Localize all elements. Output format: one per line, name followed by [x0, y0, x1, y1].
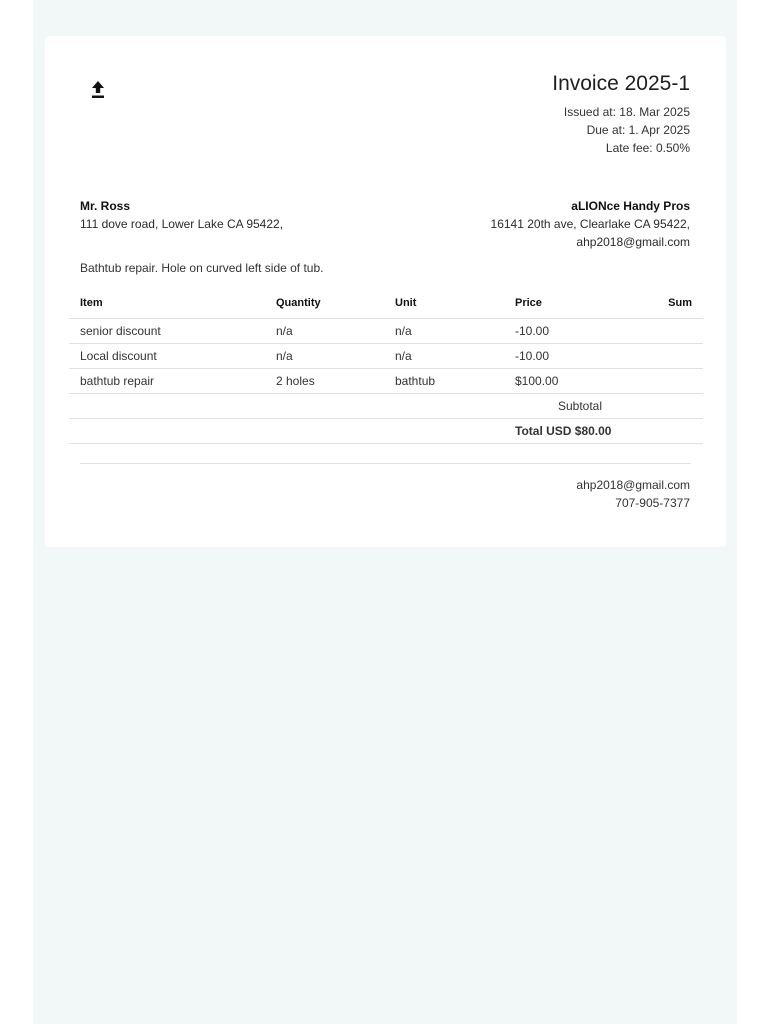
row-quantity: 2 holes: [276, 369, 395, 394]
row-item: Local discount: [69, 344, 276, 369]
subtotal-row: [69, 394, 703, 419]
company-name: aLIONce Handy Pros: [571, 199, 690, 213]
late-fee: Late fee: 0.50%: [605, 141, 690, 155]
total-row: [69, 419, 703, 444]
footer-phone: 707-905-7377: [615, 496, 690, 510]
invoice-card: [45, 36, 726, 547]
invoice-description: Bathtub repair. Hole on curved left side of tub.: [80, 261, 324, 275]
header-quantity: Quantity: [276, 292, 395, 319]
invoice-meta: [564, 103, 690, 157]
row-item: bathtub repair: [69, 369, 276, 394]
row-unit: n/a: [395, 319, 515, 344]
subtotal-label: Subtotal: [515, 394, 645, 419]
header-item: Item: [69, 292, 276, 319]
company-email: ahp2018@gmail.com: [576, 235, 690, 249]
invoice-title: Invoice 2025-1: [552, 72, 690, 95]
table-row: [69, 369, 703, 394]
table-header-row: [69, 292, 703, 319]
footer-divider: [80, 463, 691, 464]
row-price: -10.00: [515, 319, 645, 344]
client-block: [80, 197, 283, 233]
row-unit: bathtub: [395, 369, 515, 394]
row-unit: n/a: [395, 344, 515, 369]
row-quantity: n/a: [276, 344, 395, 369]
line-items-table: [69, 292, 703, 444]
due-date: Due at: 1. Apr 2025: [586, 123, 690, 137]
row-quantity: n/a: [276, 319, 395, 344]
row-price: $100.00: [515, 369, 645, 394]
company-address: 16141 20th ave, Clearlake CA 95422,: [490, 217, 690, 231]
total-label: Total USD $80.00: [515, 419, 645, 444]
upload-arrow-icon[interactable]: [91, 80, 105, 100]
table-row: [69, 344, 703, 369]
table-row: [69, 319, 703, 344]
issued-date: Issued at: 18. Mar 2025: [563, 105, 690, 119]
footer-contact: [576, 476, 690, 512]
row-item: senior discount: [69, 319, 276, 344]
row-sum: [645, 344, 703, 369]
header-sum: Sum: [645, 292, 703, 319]
header-price: Price: [515, 292, 645, 319]
footer-email: ahp2018@gmail.com: [576, 478, 690, 492]
row-price: -10.00: [515, 344, 645, 369]
company-block: [491, 197, 690, 251]
row-sum: [645, 369, 703, 394]
header-unit: Unit: [395, 292, 515, 319]
client-name: Mr. Ross: [80, 199, 131, 213]
client-address: 111 dove road, Lower Lake CA 95422,: [80, 217, 284, 231]
document-viewport: [33, 0, 737, 1024]
row-sum: [645, 319, 703, 344]
